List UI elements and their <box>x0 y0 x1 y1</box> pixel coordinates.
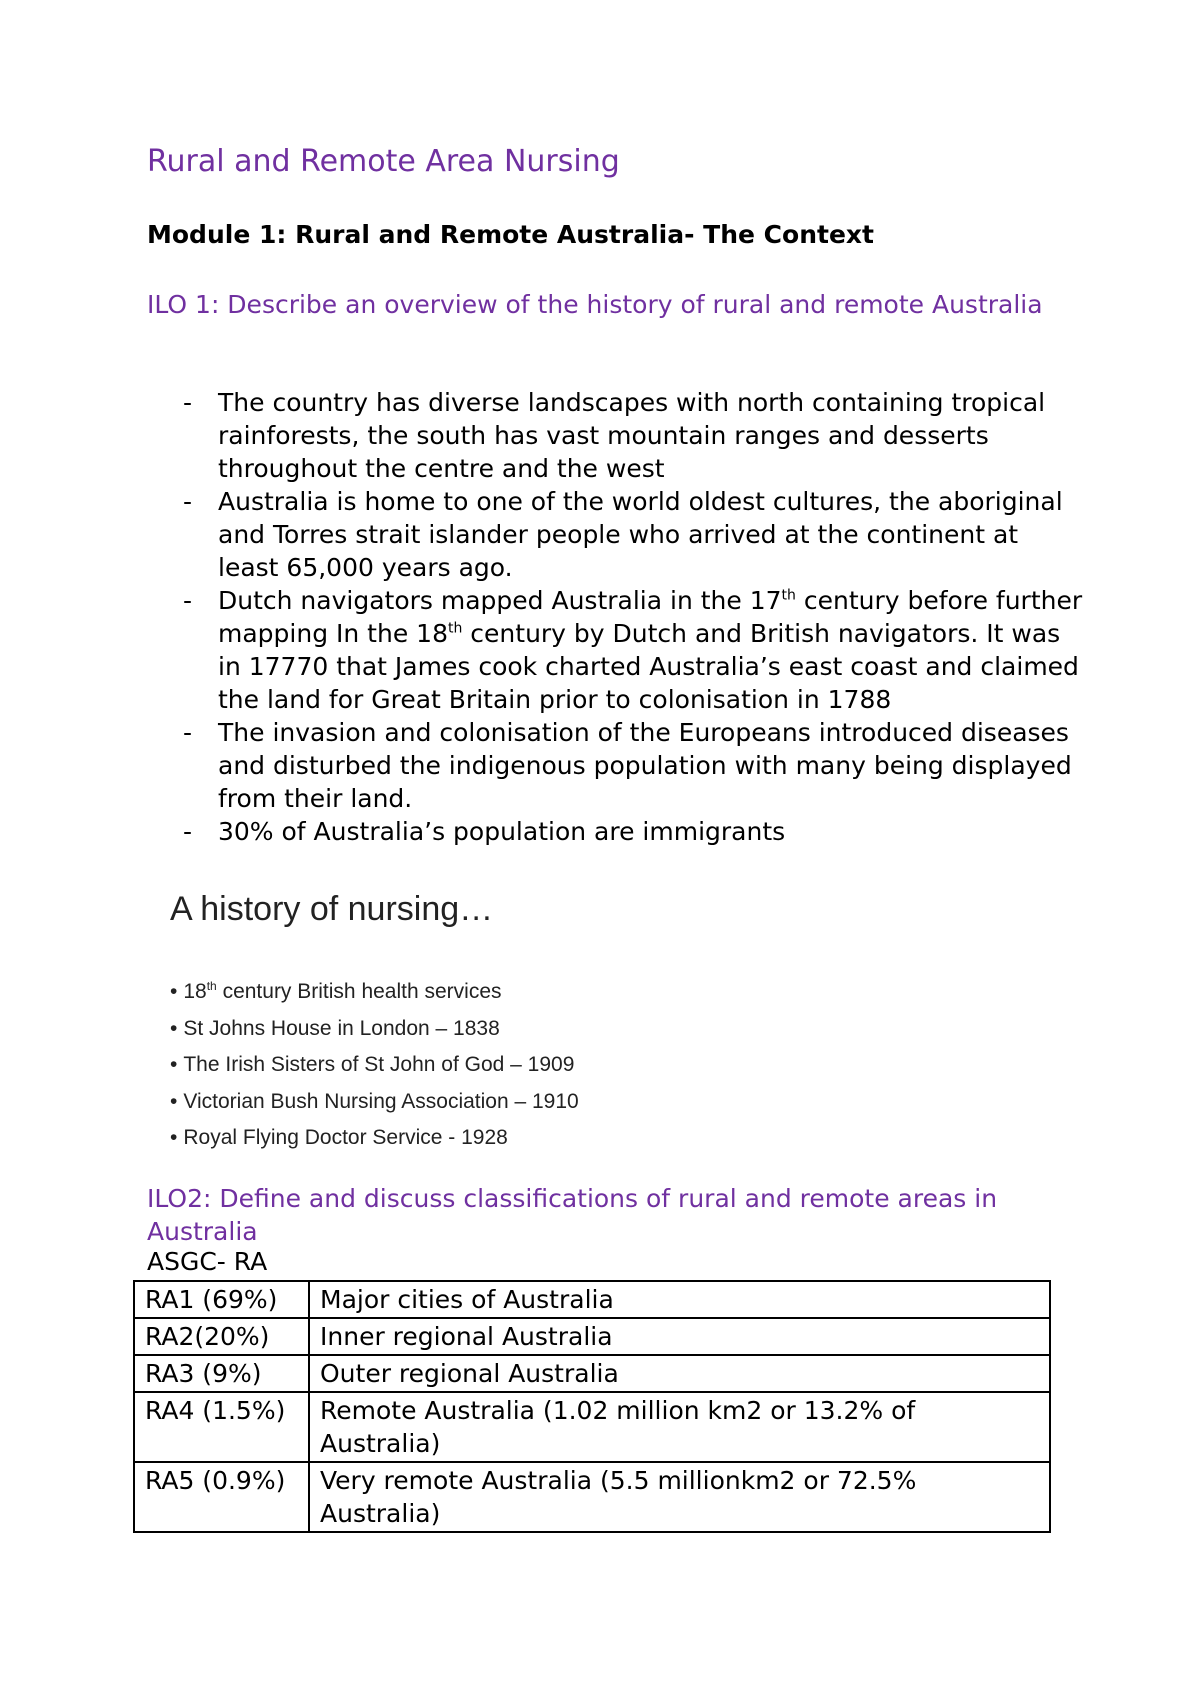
superscript: th <box>206 979 217 993</box>
bullet-text: The invasion and colonisation of the Europeans introduced diseases and disturbed the indigenous population with many being displayed from their land. <box>218 718 1072 813</box>
table-cell-description: Very remote Australia (5.5 millionkm2 or 72.5% Australia) <box>309 1462 1050 1532</box>
ilo1-bullet-list <box>183 386 1083 848</box>
bullet-text <box>218 586 1082 714</box>
table-cell-description: Outer regional Australia <box>309 1355 1050 1392</box>
slide-item-text-part: century British health services <box>216 980 502 1003</box>
bullet-text: 30% of Australia’s population are immigrants <box>218 817 786 846</box>
slide-item-text: The Irish Sisters of St John of God – 1909 <box>183 1053 575 1076</box>
table-row <box>134 1462 1050 1532</box>
list-item <box>170 974 579 1011</box>
table-row <box>134 1392 1050 1462</box>
slide-title: A history of nursing… <box>170 890 494 928</box>
list-item <box>170 1084 579 1121</box>
dash-marker: - <box>183 586 193 615</box>
table-cell-description: Remote Australia (1.02 million km2 or 13.2% of Australia) <box>309 1392 1050 1462</box>
list-item <box>183 716 1083 815</box>
bullet-marker: • <box>170 1126 178 1149</box>
table-row <box>134 1355 1050 1392</box>
superscript: th <box>447 620 463 637</box>
table-cell-code: RA3 (9%) <box>134 1355 309 1392</box>
ilo1-heading: ILO 1: Describe an overview of the history of rural and remote Australia <box>147 290 1043 319</box>
module-heading: Module 1: Rural and Remote Australia- The Context <box>147 220 874 249</box>
list-item <box>183 386 1083 485</box>
list-item <box>183 485 1083 584</box>
list-item <box>170 1011 579 1048</box>
dash-marker: - <box>183 817 193 846</box>
slide-bullet-list <box>170 974 579 1157</box>
remoteness-area-table <box>133 1280 1051 1533</box>
table-row <box>134 1318 1050 1355</box>
slide-item-text: Victorian Bush Nursing Association – 1910 <box>183 1089 579 1113</box>
table-cell-description: Inner regional Australia <box>309 1318 1050 1355</box>
slide-item-text: St Johns House in London – 1838 <box>183 1016 500 1040</box>
bullet-text-part: Dutch navigators mapped Australia in the 17 <box>218 586 782 615</box>
table-cell-description: Major cities of Australia <box>309 1281 1050 1318</box>
slide-item-text: Royal Flying Doctor Service - 1928 <box>183 1126 508 1149</box>
table-cell-code: RA5 (0.9%) <box>134 1462 309 1532</box>
dash-marker: - <box>183 718 193 747</box>
ilo2-heading: ILO2: Define and discuss classifications of rural and remote areas in Australia <box>147 1184 998 1246</box>
table-cell-code: RA2(20%) <box>134 1318 309 1355</box>
list-item <box>183 815 1083 848</box>
list-item <box>183 584 1083 716</box>
bullet-text-part: century by Dutch and British navigators. It was in 17770 that James cook charted Australia’s east coast and claimed the land for Great Britain prior to colonisation in 1788 <box>218 619 1079 714</box>
bullet-text-part: century before further mapping In the 18 <box>218 586 1083 648</box>
dash-marker: - <box>183 487 193 516</box>
document-title: Rural and Remote Area Nursing <box>147 144 620 179</box>
bullet-text: The country has diverse landscapes with north containing tropical rainforests, the south has vast mountain ranges and desserts throughout the centre and the west <box>218 388 1046 483</box>
bullet-marker: • <box>170 1053 178 1076</box>
bullet-marker: • <box>170 980 178 1003</box>
list-item <box>170 1120 579 1157</box>
list-item <box>170 1047 579 1084</box>
bullet-marker: • <box>170 1016 178 1040</box>
bullet-text: Australia is home to one of the world oldest cultures, the aboriginal and Torres strait islander people who arrived at the continent at least 65,000 years ago. <box>218 487 1063 582</box>
bullet-marker: • <box>170 1089 178 1113</box>
table-cell-code: RA1 (69%) <box>134 1281 309 1318</box>
superscript: th <box>781 587 796 604</box>
slide-item-text-part: 18 <box>183 980 207 1003</box>
dash-marker: - <box>183 388 193 417</box>
table-label: ASGC- RA <box>147 1247 268 1276</box>
table-cell-code: RA4 (1.5%) <box>134 1392 309 1462</box>
table-row <box>134 1281 1050 1318</box>
